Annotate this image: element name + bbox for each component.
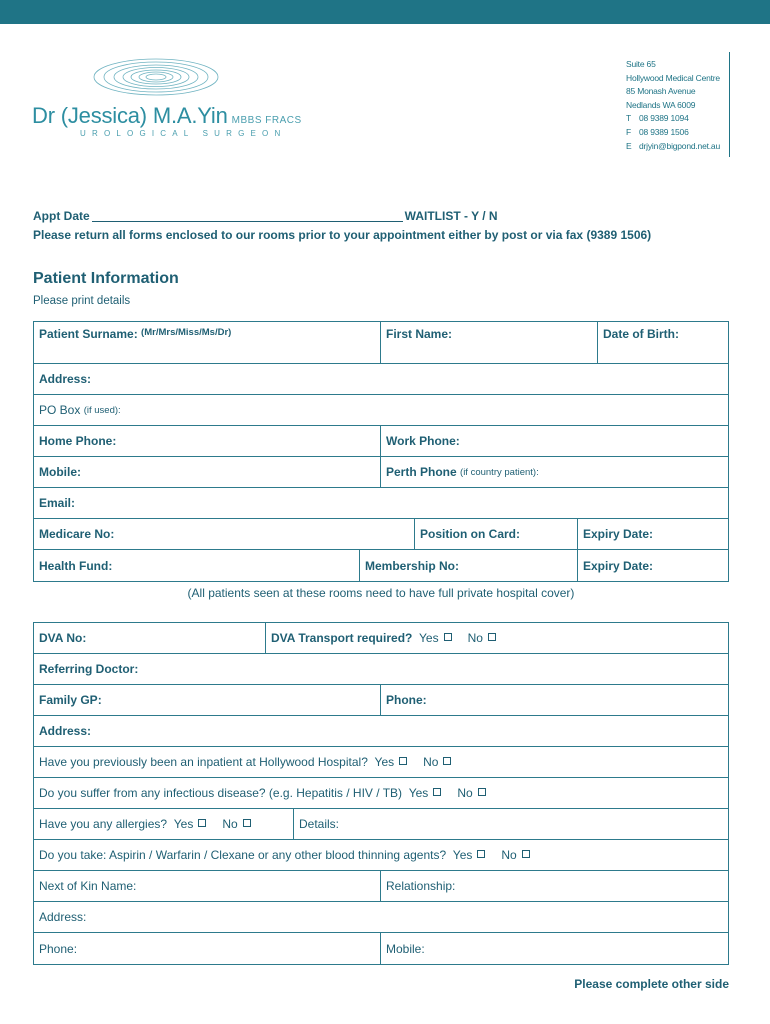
allergies-no-checkbox[interactable] xyxy=(243,819,251,827)
kin-mobile-field[interactable] xyxy=(381,933,728,964)
membership-field[interactable] xyxy=(360,550,578,581)
table-row xyxy=(34,426,728,457)
doctor-qualifications: MBBS FRACS xyxy=(231,115,302,126)
email-field-label: Email: xyxy=(39,496,76,510)
table-row xyxy=(34,840,728,871)
work-phone-field[interactable] xyxy=(381,426,728,456)
email-value: drjyin@bigpond.net.au xyxy=(639,140,720,151)
yes-label: Yes xyxy=(419,631,439,645)
table-row xyxy=(34,685,728,716)
appt-date-row xyxy=(33,209,498,223)
relationship-label: Relationship: xyxy=(386,879,456,893)
home-phone-label: Home Phone: xyxy=(39,434,117,448)
section-subtitle: Please print details xyxy=(33,295,131,307)
inpatient-no-checkbox[interactable] xyxy=(443,757,451,765)
yes-label: Yes xyxy=(452,848,473,862)
header-bar xyxy=(0,0,770,24)
return-note: Please return all forms enclosed to our rooms prior to your appointment either by post or via fax (9389 1506) xyxy=(33,228,652,242)
table-row xyxy=(34,902,728,933)
address-line-1: Suite 65 xyxy=(626,59,656,69)
fax-label: F xyxy=(626,126,631,137)
table-row xyxy=(34,778,728,809)
infectious-yes-checkbox[interactable] xyxy=(433,788,441,796)
email-field[interactable] xyxy=(34,488,728,518)
fund-expiry-field[interactable] xyxy=(578,550,728,581)
next-of-kin-field[interactable] xyxy=(34,871,381,901)
kin-address-label: Address: xyxy=(39,910,87,924)
address-divider xyxy=(729,52,730,157)
email-label: E xyxy=(626,140,632,151)
appt-date-label: Appt Date xyxy=(33,209,90,223)
referring-doctor-field[interactable] xyxy=(34,654,728,684)
address-line-3: 85 Monash Avenue xyxy=(626,86,696,97)
referring-doctor-label: Referring Doctor: xyxy=(39,662,139,676)
cover-note: (All patients seen at these rooms need to have full private hospital cover) xyxy=(187,586,575,600)
expiry2-label: Expiry Date: xyxy=(583,558,654,573)
inpatient-yes-checkbox[interactable] xyxy=(399,757,407,765)
inpatient-question-text: Have you previously been an inpatient at Hollywood Hospital? xyxy=(39,755,368,769)
table-row xyxy=(34,623,728,654)
address-line-2: Hollywood Medical Centre xyxy=(626,72,720,83)
logo-ripple-icon xyxy=(92,57,220,97)
doctor-name-text: Dr (Jessica) M.A.Yin xyxy=(32,103,228,128)
section-title-patient-info: Patient Information xyxy=(33,270,179,287)
no-label: No xyxy=(467,631,483,645)
yes-label: Yes xyxy=(374,755,395,769)
po-box-label: PO Box xyxy=(39,403,81,417)
allergies-yes-checkbox[interactable] xyxy=(198,819,206,827)
perth-phone-label: Perth Phone xyxy=(386,465,457,479)
surname-hint: (Mr/Mrs/Miss/Ms/Dr) xyxy=(141,327,232,338)
phone-label: T xyxy=(626,113,631,124)
table-row xyxy=(34,322,728,364)
kin-address-field[interactable] xyxy=(34,902,728,932)
infectious-question xyxy=(34,778,728,808)
address-line-4: Nedlands WA 6009 xyxy=(626,99,696,110)
details-label: Details: xyxy=(299,817,340,831)
gp-address-label: Address: xyxy=(39,724,92,738)
dva-no-checkbox[interactable] xyxy=(488,633,496,641)
table-row xyxy=(34,747,728,778)
next-of-kin-label: Next of Kin Name: xyxy=(39,879,137,893)
gp-phone-field[interactable] xyxy=(381,685,728,715)
position-label: Position on Card: xyxy=(420,527,520,541)
medicare-label: Medicare No: xyxy=(39,527,115,541)
table-row xyxy=(34,716,728,747)
no-label: No xyxy=(501,848,517,862)
allergies-question xyxy=(34,809,294,839)
patient-info-table xyxy=(33,321,729,582)
blood-thinning-no-checkbox[interactable] xyxy=(522,850,530,858)
phone-value: 08 9389 1094 xyxy=(639,113,689,124)
medicare-expiry-field[interactable] xyxy=(578,519,728,549)
family-gp-label: Family GP: xyxy=(39,693,102,707)
family-gp-field[interactable] xyxy=(34,685,381,715)
table-row xyxy=(34,550,728,581)
infectious-no-checkbox[interactable] xyxy=(478,788,486,796)
table-row xyxy=(34,488,728,519)
perth-phone-field[interactable] xyxy=(381,457,728,487)
doctor-specialty: UROLOGICAL SURGEON xyxy=(80,129,287,138)
dva-transport-label: DVA Transport required? xyxy=(271,631,413,645)
no-label: No xyxy=(222,817,238,831)
first-name-field[interactable] xyxy=(381,322,598,363)
blood-thinning-question-text: Do you take: Aspirin / Warfarin / Clexane or any other blood thinning agents? xyxy=(39,848,447,862)
allergies-question-text: Have you any allergies? xyxy=(39,817,168,831)
work-phone-label: Work Phone: xyxy=(386,434,460,448)
po-box-field[interactable] xyxy=(34,395,728,425)
dva-label: DVA No: xyxy=(39,631,87,645)
kin-mobile-label: Mobile: xyxy=(386,941,425,956)
dva-yes-checkbox[interactable] xyxy=(444,633,452,641)
inpatient-question xyxy=(34,747,728,777)
table-row xyxy=(34,457,728,488)
kin-phone-field[interactable] xyxy=(34,933,381,964)
medicare-field[interactable] xyxy=(34,519,415,549)
relationship-field[interactable] xyxy=(381,871,728,901)
address-email xyxy=(626,140,720,154)
dva-transport-field xyxy=(266,623,728,653)
position-on-card-field[interactable] xyxy=(415,519,578,549)
expiry-label: Expiry Date: xyxy=(583,527,654,541)
home-phone-field[interactable] xyxy=(34,426,381,456)
no-label: No xyxy=(457,786,473,800)
mobile-field[interactable] xyxy=(34,457,381,487)
kin-phone-label: Phone: xyxy=(39,941,78,956)
table-row xyxy=(34,519,728,550)
practice-address xyxy=(626,58,720,153)
footer-note: Please complete other side xyxy=(574,977,729,991)
infectious-question-text: Do you suffer from any infectious disease? (e.g. Hepatitis / HIV / TB) xyxy=(39,786,403,800)
mobile-label: Mobile: xyxy=(39,465,81,479)
gp-phone-label: Phone: xyxy=(386,693,427,707)
fax-value: 08 9389 1506 xyxy=(639,126,689,137)
table-row xyxy=(34,654,728,685)
dob-field[interactable] xyxy=(598,322,728,363)
yes-label: Yes xyxy=(173,817,194,831)
allergy-details-field[interactable] xyxy=(294,809,728,839)
blood-thinning-yes-checkbox[interactable] xyxy=(477,850,485,858)
doctor-name xyxy=(32,103,302,129)
table-row xyxy=(34,395,728,426)
dob-label: Date of Birth: xyxy=(603,327,679,341)
table-row xyxy=(34,364,728,395)
table-row xyxy=(34,933,728,964)
address-fax xyxy=(626,126,720,140)
table-row xyxy=(34,809,728,840)
surname-field[interactable] xyxy=(34,322,381,363)
po-box-hint: (if used): xyxy=(83,404,121,416)
address-phone xyxy=(626,112,720,126)
address-label: Address: xyxy=(39,372,92,386)
appt-date-field[interactable] xyxy=(92,211,403,222)
health-fund-field[interactable] xyxy=(34,550,360,581)
gp-address-field[interactable] xyxy=(34,716,728,746)
perth-phone-hint: (if country patient): xyxy=(460,466,539,478)
dva-field[interactable] xyxy=(34,623,266,653)
address-field[interactable] xyxy=(34,364,728,394)
yes-label: Yes xyxy=(408,786,429,800)
surname-label: Patient Surname: xyxy=(39,327,138,341)
medical-info-table xyxy=(33,622,729,965)
no-label: No xyxy=(423,755,439,769)
waitlist-label: WAITLIST - Y / N xyxy=(404,209,498,223)
first-name-label: First Name: xyxy=(386,327,453,341)
health-fund-label: Health Fund: xyxy=(39,558,113,573)
membership-label: Membership No: xyxy=(365,558,460,573)
blood-thinning-question xyxy=(34,840,728,870)
table-row xyxy=(34,871,728,902)
